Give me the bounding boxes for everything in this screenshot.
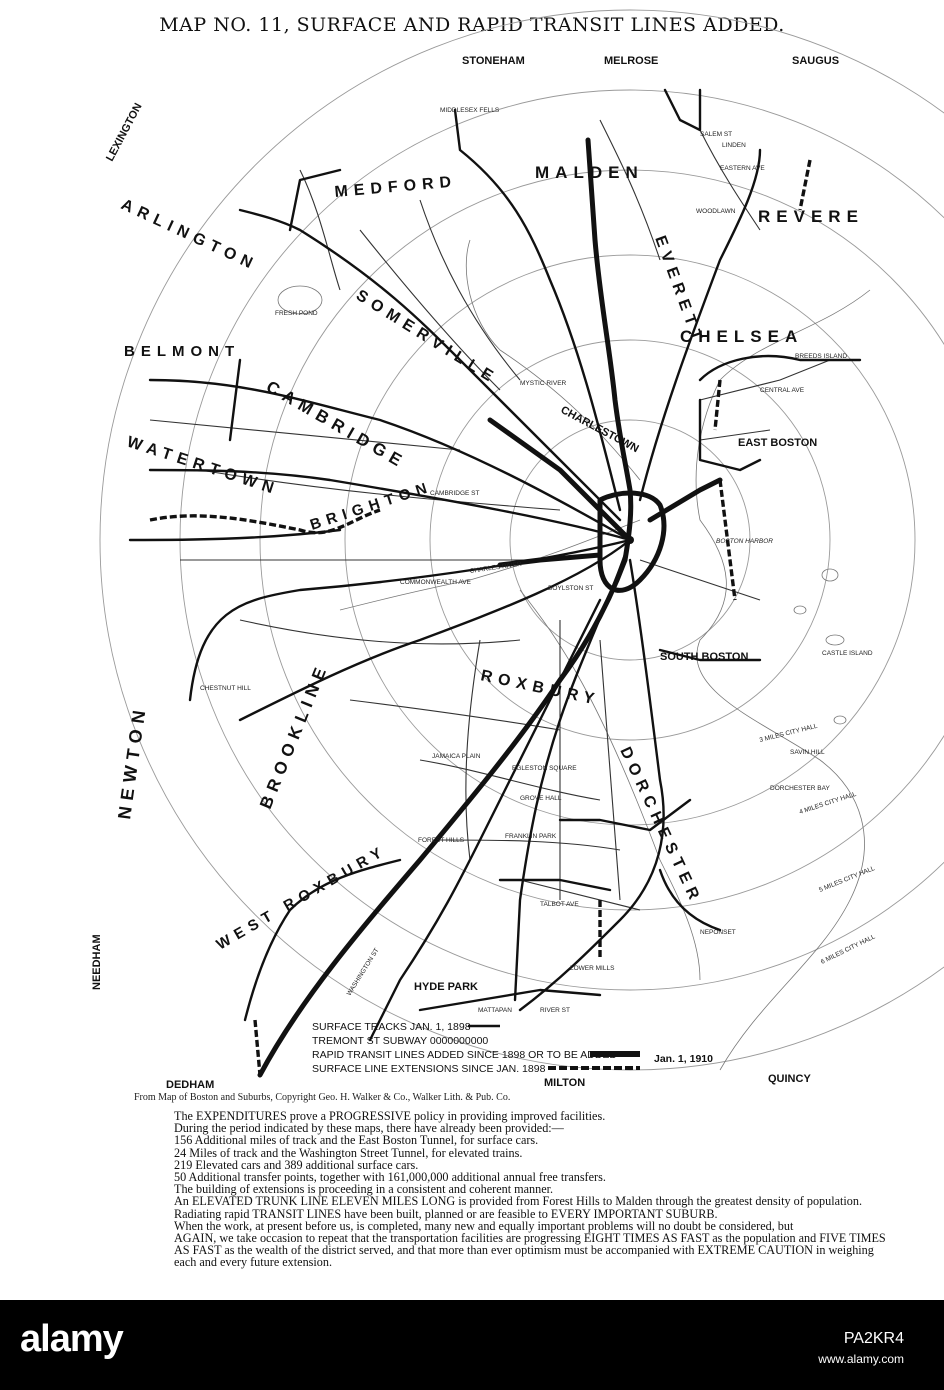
caption-item4: 50 Additional transfer points, together with 161,000,000 additional annual free transfers. [174,1170,606,1185]
street [240,620,520,644]
label-charles-river: CHARLES RIVER [469,560,523,575]
street [600,640,620,900]
label-chelsea: CHELSEA [680,327,804,346]
label-east-boston: EAST BOSTON [738,437,818,449]
label-salem-st: SALEM ST [700,131,733,138]
label-egleston-square: EGLESTON SQUARE [512,765,577,772]
legend-rapid-label: RAPID TRANSIT LINES ADDED SINCE 1898 OR TO BE ADDED [312,1049,617,1061]
label-boylston-st: BOYLSTON ST [548,585,594,592]
label-mattapan: MATTAPAN [478,1007,512,1014]
legend-subway-label: TREMONT ST SUBWAY 0000000000 [312,1035,489,1047]
island [794,606,806,614]
label-somerville: SOMERVILLE [352,286,501,389]
island [822,569,838,581]
label-middlesex-fells: MIDDLESEX FELLS [440,107,500,114]
label-medford: MEDFORD [333,173,458,201]
label-talbot-ave: TALBOT AVE [540,901,579,908]
caption-p3: The building of extensions is proceeding in a consistent and coherent manner. [174,1182,554,1197]
map-legend [312,1021,713,1075]
street-network [150,120,830,910]
coastline [278,240,870,1070]
label-revere: REVERE [758,207,864,226]
minor-labels [275,131,877,1014]
city-hall-marker [626,536,634,544]
surface-line [665,90,700,130]
label-fresh-pond: FRESH POND [275,310,318,317]
label-saugus: SAUGUS [792,55,840,67]
extension-line [715,380,720,430]
label-dorchester-bay: DORCHESTER BAY [770,785,830,792]
surface-line [130,530,340,540]
extension-line [800,160,810,210]
legend-extensions-label: SURFACE LINE EXTENSIONS SINCE JAN. 1898 [312,1063,546,1075]
label-dedham: DEDHAM [166,1079,215,1091]
street [600,120,660,260]
neponset-river [520,590,700,980]
legend-surface-label: SURFACE TRACKS JAN. 1, 1898 [312,1021,471,1033]
label-dorchester: DORCHESTER [616,744,705,908]
label-chestnut-hill: CHESTNUT HILL [200,685,251,692]
label-roxbury: ROXBURY [479,667,602,710]
label-west-roxbury: WEST ROXBURY [213,841,390,954]
map-credit: From Map of Boston and Suburbs, Copyright Geo. H. Walker & Co., Walker Lith. & Pub. Co. [134,1092,511,1103]
street [466,640,480,860]
surface-line [700,400,760,470]
label-south-boston: SOUTH BOSTON [660,651,749,663]
rapid-transit-lines [260,140,720,1075]
label-ring-4: 4 MILES CITY HALL [798,790,858,816]
label-watertown: WATERTOWN [124,433,282,499]
label-breeds-island: BREEDS ISLAND [795,353,848,360]
label-lower-mills: LOWER MILLS [570,965,615,972]
street [150,420,460,450]
label-newton: NEWTON [114,703,151,821]
label-neponset: NEPONSET [700,929,736,936]
image-id [818,1330,904,1366]
label-charlestown: CHARLESTOWN [558,404,641,456]
label-ring-6: 6 MILES CITY HALL [819,933,877,966]
label-woodlawn: WOODLAWN [696,208,736,215]
caption-p7: AGAIN, we take occasion to repeat that the transportation facilities are progressing EIGHT TIMES AS FAST as the population and FIVE TIMES AS FAST as the wealth of the district served, and that more than ever optimism must be accompanied with EXTREME CAUTION in weighing each and every future extension. [174,1231,886,1270]
label-arlington: ARLINGTON [118,196,261,275]
extension-line [255,1020,260,1075]
surface-line [290,170,340,230]
castle-island-shape [826,635,844,645]
label-franklin-park: FRANKLIN PARK [505,833,557,840]
footer-url: www.alamy.com [818,1352,904,1366]
label-cambridge: CAMBRIDGE [263,377,411,473]
label-washington-st: WASHINGTON ST [345,947,381,998]
image-id-code: PA2KR4 [843,1330,904,1347]
caption-p1: The EXPENDITURES prove a PROGRESSIVE policy in providing improved facilities. [174,1109,606,1123]
label-castle-island: CASTLE ISLAND [822,650,873,657]
alamy-logo: alamy [20,1318,123,1360]
caption-item2: 24 Miles of track and the Washington Street Tunnel, for elevated trains. [174,1145,523,1160]
label-ring-3: 3 MILES CITY HALL [758,722,819,744]
label-malden: MALDEN [535,163,644,182]
elevated-trunk-line [260,140,631,1075]
island [834,716,846,724]
label-everett: EVERETT [651,233,707,349]
caption-p4: An ELEVATED TRUNK LINE ELEVEN MILES LONG is provided from Forest Hills to Malden through the greatest density of population. [174,1194,863,1209]
stock-footer [0,1300,944,1390]
label-brookline: BROOKLINE [256,659,333,812]
label-hyde-park: HYDE PARK [414,981,478,993]
caption-text [118,1110,888,1269]
caption-item1: 156 Additional miles of track and the East Boston Tunnel, for surface cars. [174,1133,539,1148]
label-cambridge-st: CAMBRIDGE ST [430,490,480,497]
caption-p2: During the period indicated by these maps, there have already been provided:— [174,1121,564,1136]
legend-date: Jan. 1, 1910 [654,1053,713,1065]
label-stoneham: STONEHAM [462,55,525,67]
label-linden: LINDEN [722,142,746,149]
street [640,560,760,600]
label-jamaica-plain: JAMAICA PLAIN [432,753,481,760]
label-brighton: BRIGHTON [307,478,435,534]
label-boston-harbor: BOSTON HARBOR [716,538,773,545]
label-needham: NEEDHAM [91,934,103,990]
map-title: MAP NO. 11, SURFACE AND RAPID TRANSIT LINES ADDED. [159,14,785,36]
label-forest-hills: FOREST HILLS [418,837,465,844]
distance-rings [100,10,944,1070]
label-ring-5: 5 MILES CITY HALL [818,865,876,894]
label-melrose: MELROSE [604,55,659,67]
label-quincy: QUINCY [768,1073,811,1085]
label-central-ave: CENTRAL AVE [760,387,805,394]
label-mystic-river: MYSTIC RIVER [520,380,567,387]
label-eastern-ave: EASTERN AVE [720,165,765,172]
label-belmont: BELMONT [124,343,241,360]
label-milton: MILTON [544,1077,586,1089]
label-savin-hill: SAVIN HILL [790,749,825,756]
label-commonwealth-ave: COMMONWEALTH AVE [400,579,471,586]
caption-p6: When the work, at present before us, is completed, many new and equally important problems will no doubt be considered, but [174,1218,794,1233]
caption-item3: 219 Elevated cars and 389 additional surface cars. [174,1157,419,1172]
ring-6-miles [100,10,944,1070]
label-river-st: RIVER ST [540,1007,570,1014]
caption-p5: Radiating rapid TRANSIT LINES have been built, planned or are feasible to EVERY IMPORTANT SUBURB. [174,1206,718,1221]
label-lexington: LEXINGTON [104,101,145,164]
label-grove-hall: GROVE HALL [520,795,562,802]
east-boston-tunnel [650,480,720,520]
